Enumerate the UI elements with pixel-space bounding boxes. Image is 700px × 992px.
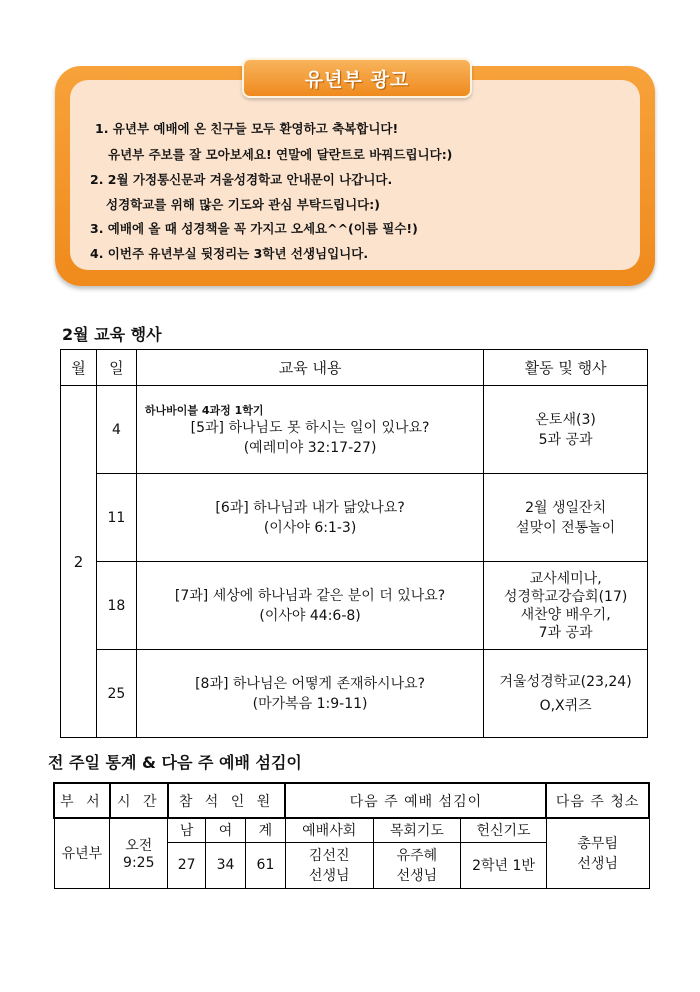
time-cell <box>110 818 168 888</box>
dept-header: 부 서 <box>54 783 110 818</box>
stats-table <box>53 782 650 889</box>
lesson-verse: (마가복음 1:9-11) <box>252 695 368 712</box>
prayer-name: 유주혜 <box>396 848 438 864</box>
table-row <box>61 650 648 738</box>
female-count: 34 <box>206 842 246 888</box>
day-header: 일 <box>96 350 136 386</box>
table-row <box>61 474 648 562</box>
day-cell: 18 <box>96 562 136 650</box>
lesson-verse: (이사야 44:6-8) <box>259 607 361 624</box>
activity-item: 2월 생일잔치 <box>525 499 607 516</box>
announcement-line: 유년부 주보를 잘 모아보세요! 연말에 달란트로 바꿔드립니다:) <box>108 147 453 162</box>
lesson-cell <box>136 386 483 474</box>
prayer-role: 선생님 <box>396 868 438 884</box>
time-header: 시 간 <box>110 783 168 818</box>
activity-cell <box>484 386 648 474</box>
time-value: 9:25 <box>123 855 155 872</box>
activity-item: 온토새(3) <box>535 411 596 428</box>
announcement-line: 성경학교를 위해 많은 기도와 관심 부탁드립니다:) <box>106 197 380 212</box>
activity-item: 성경학교강습회(17) <box>503 588 628 605</box>
stats-title: 전 주일 통계 & 다음 주 예배 섬김이 <box>48 753 302 772</box>
offering-cell: 2학년 1반 <box>461 842 547 888</box>
time-label: 오전 <box>125 838 153 855</box>
dept-cell: 유년부 <box>54 818 110 888</box>
activity-item: 7과 공과 <box>538 624 593 641</box>
activity-cell <box>484 650 648 738</box>
total-count: 61 <box>246 842 286 888</box>
prayer-cell <box>373 842 461 888</box>
lesson-verse: (예레미야 32:17-27) <box>243 439 377 456</box>
attendance-header: 참 석 인 원 <box>168 783 286 818</box>
day-cell: 11 <box>96 474 136 562</box>
male-count: 27 <box>168 842 206 888</box>
stats-header-row <box>54 783 649 818</box>
lesson-cell <box>136 650 483 738</box>
activity-cell <box>484 562 648 650</box>
lesson-cell <box>136 562 483 650</box>
leader-cell <box>285 842 373 888</box>
activity-item: 새찬양 배우기, <box>520 606 611 623</box>
activity-header: 활동 및 행사 <box>484 350 648 386</box>
cleaning-header: 다음 주 청소 <box>546 783 649 818</box>
activity-item: 교사세미나, <box>529 570 602 587</box>
stats-subheader-row <box>54 818 649 842</box>
cleaning-team: 총무팀 <box>577 836 618 853</box>
cleaning-cell <box>546 818 649 888</box>
leader-role: 선생님 <box>308 868 350 884</box>
table-row <box>61 562 648 650</box>
day-cell: 4 <box>96 386 136 474</box>
table-row <box>61 386 648 474</box>
schedule-header-row <box>61 350 648 386</box>
lesson-title: [6과] 하나님과 내가 닮았나요? <box>215 499 405 516</box>
announcement-title: 유년부 광고 <box>304 68 410 91</box>
announcement-banner <box>242 58 472 98</box>
leader-name: 김선진 <box>308 848 350 864</box>
lesson-verse: (이사야 6:1-3) <box>263 519 357 536</box>
lesson-title: [8과] 하나님은 어떻게 존재하시나요? <box>195 675 426 692</box>
leader-header: 예배사회 <box>285 818 373 842</box>
offering-header: 헌신기도 <box>461 818 547 842</box>
lesson-cell <box>136 474 483 562</box>
announcement-line: 3. 예배에 올 때 성경책을 꼭 가지고 오세요^^(이름 필수!) <box>90 221 418 236</box>
announcement-line: 4. 이번주 유년부실 뒷정리는 3학년 선생님입니다. <box>90 246 369 261</box>
prayer-header: 목회기도 <box>373 818 461 842</box>
activity-item: 5과 공과 <box>538 431 593 448</box>
day-cell: 25 <box>96 650 136 738</box>
total-header: 계 <box>246 818 286 842</box>
schedule-table <box>60 349 648 738</box>
announcement-line: 2. 2월 가정통신문과 겨울성경학교 안내문이 나갑니다. <box>90 172 393 187</box>
activity-item: 겨울성경학교(23,24) <box>499 673 632 690</box>
lesson-title: [7과] 세상에 하나님과 같은 분이 더 있나요? <box>174 587 446 604</box>
lesson-title: [5과] 하나님도 못 하시는 일이 있나요? <box>190 419 430 436</box>
activity-item: 설맞이 전통놀이 <box>516 519 616 536</box>
course-label: 하나바이블 4과정 1학기 <box>144 403 264 417</box>
month-cell: 2 <box>61 386 97 738</box>
content-header: 교육 내용 <box>136 350 483 386</box>
activity-item: O,X퀴즈 <box>539 697 592 714</box>
activity-cell <box>484 474 648 562</box>
male-header: 남 <box>168 818 206 842</box>
announcement-line: 1. 유년부 예배에 온 친구들 모두 환영하고 축복합니다! <box>95 121 399 136</box>
female-header: 여 <box>206 818 246 842</box>
servers-header: 다음 주 예배 섬김이 <box>285 783 546 818</box>
schedule-title: 2월 교육 행사 <box>62 325 162 344</box>
cleaning-role: 선생님 <box>577 856 618 873</box>
month-header: 월 <box>61 350 97 386</box>
